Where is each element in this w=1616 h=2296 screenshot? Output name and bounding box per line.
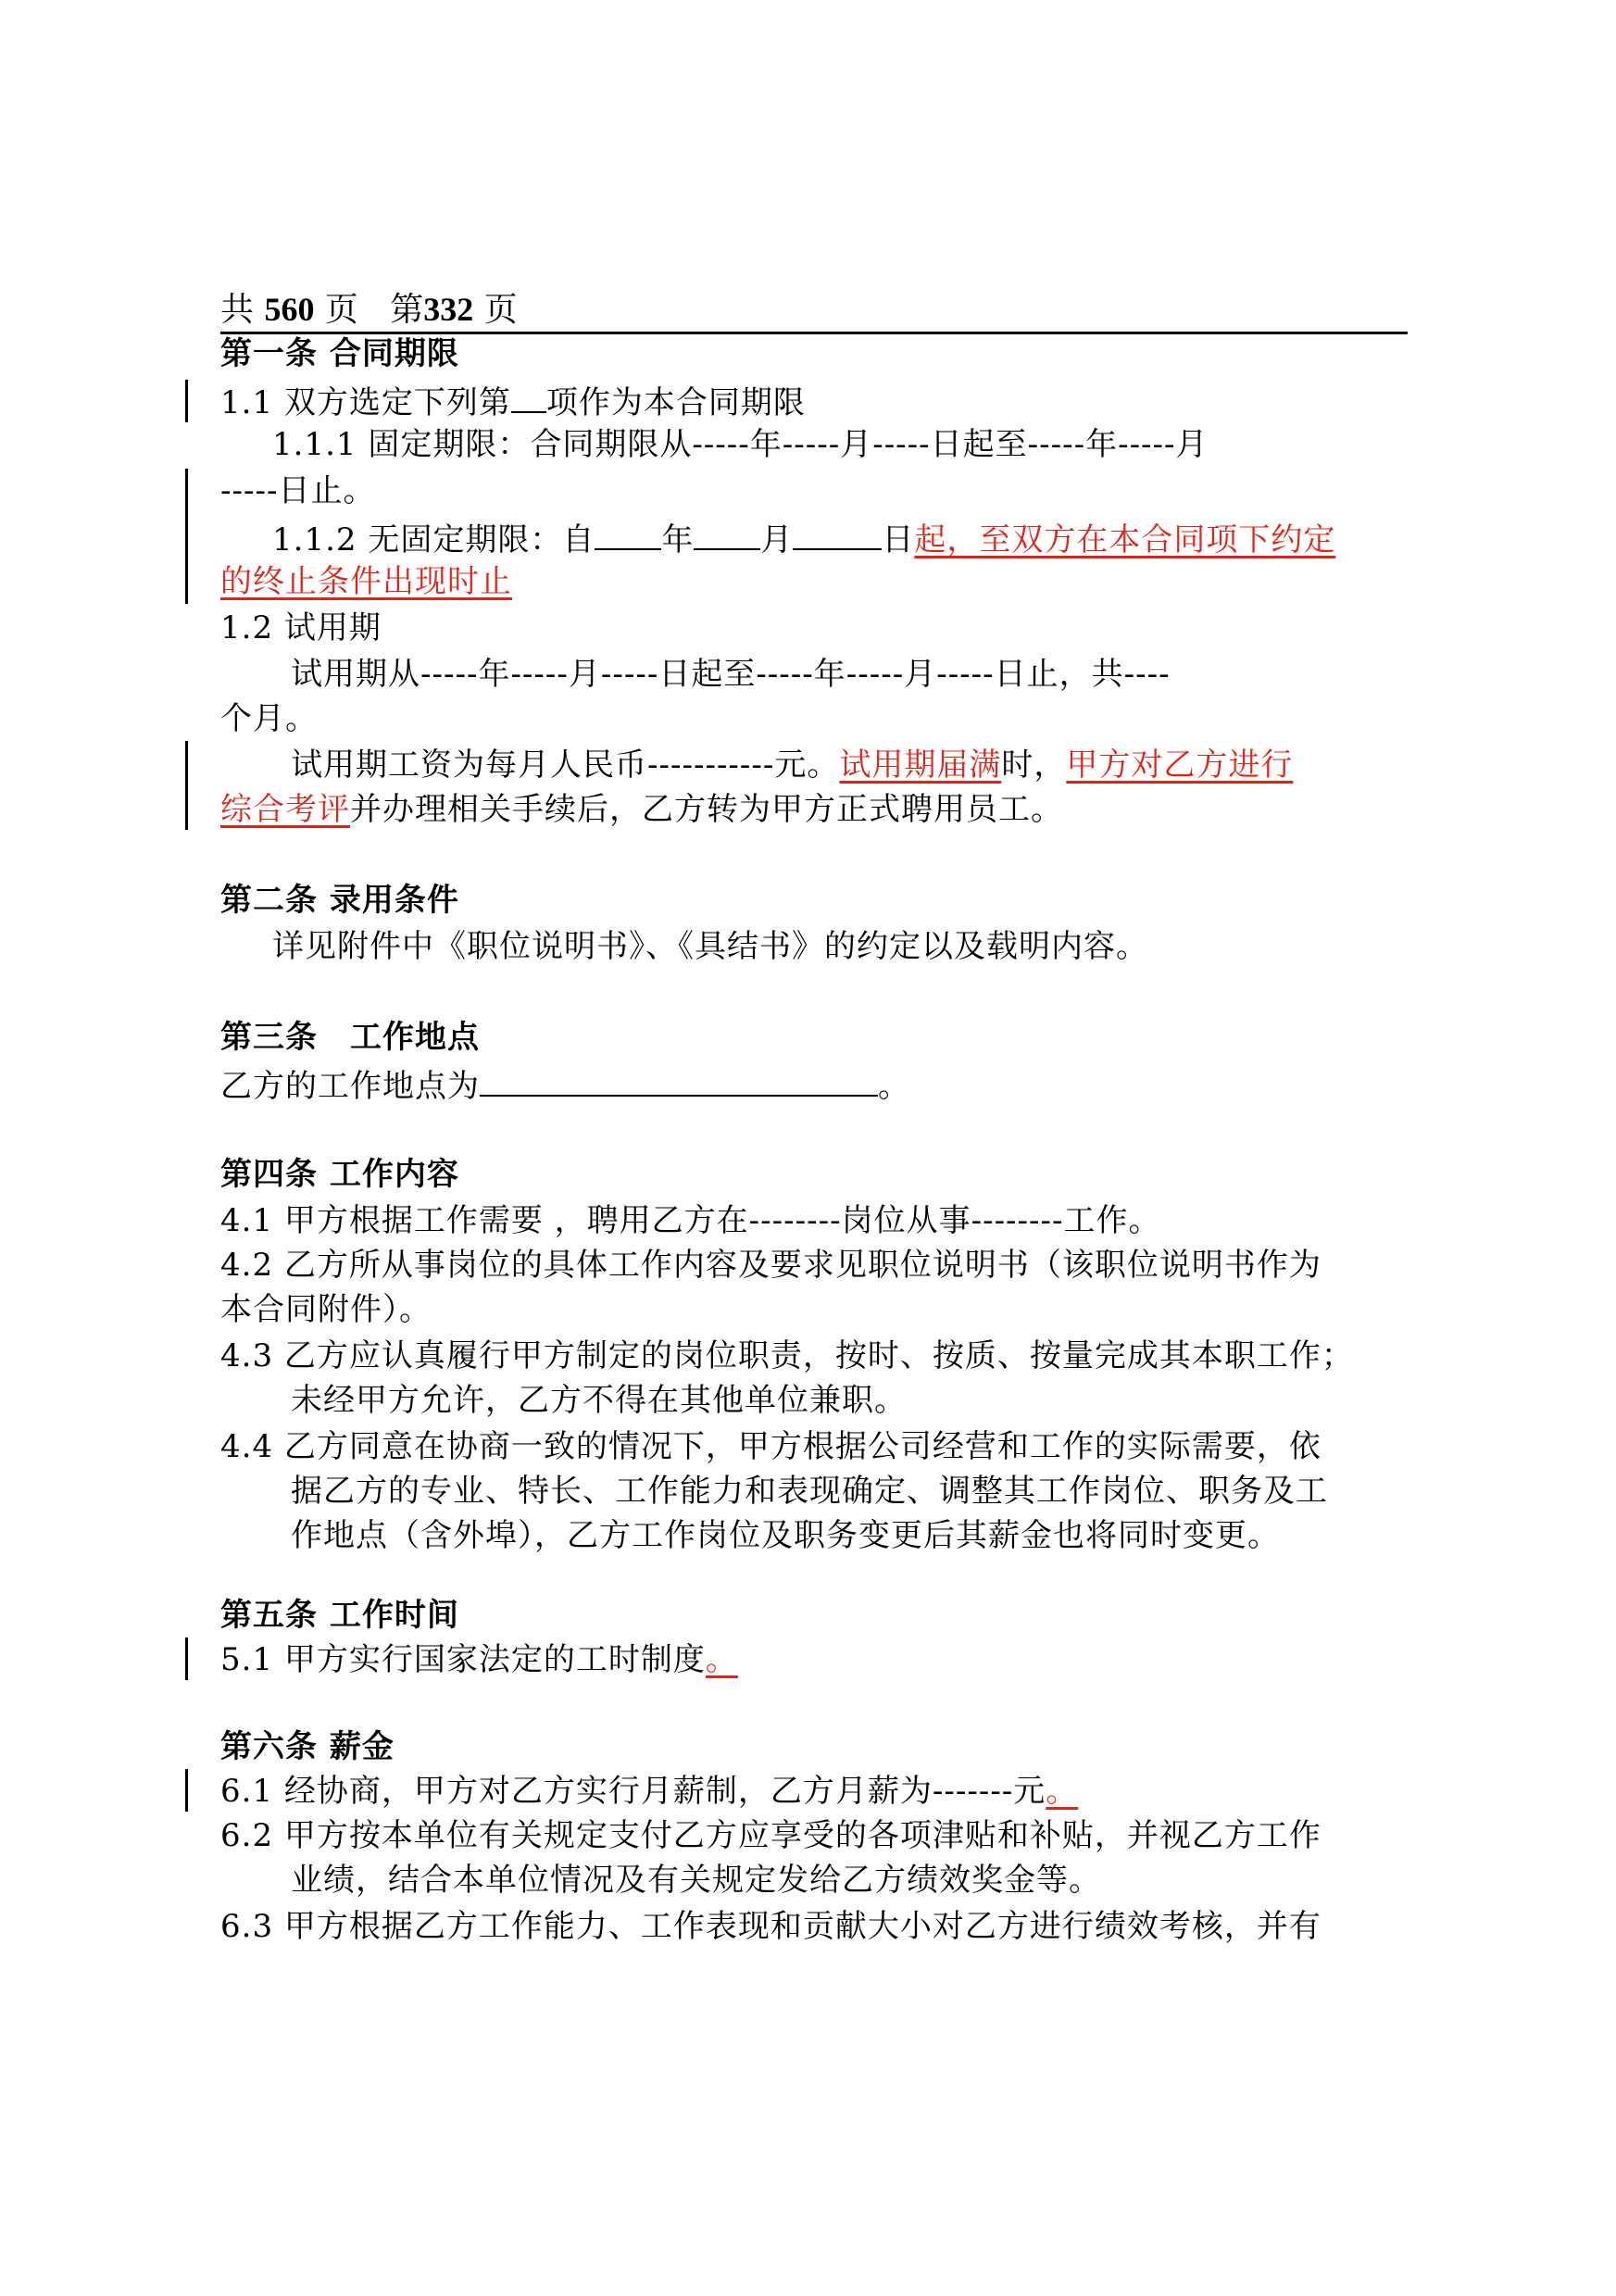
- text: 时，: [1001, 747, 1067, 784]
- revised-text: 甲方对乙方进行: [1066, 747, 1294, 784]
- text: 项作为本合同期限: [545, 384, 806, 421]
- article-1-line-3: -----日止。: [220, 472, 376, 509]
- article-2-line-1: 详见附件中《职位说明书》、《具结书》的约定以及载明内容。: [272, 928, 1148, 965]
- text: 。: [878, 1068, 910, 1105]
- article-2-heading: 第二条 录用条件: [220, 882, 459, 919]
- revised-text: 起，至双方在本合同项下约定: [914, 521, 1336, 558]
- blank-field: [511, 378, 546, 413]
- article-1-heading: 第一条 合同期限: [220, 335, 459, 372]
- text: 6.1 经协商，甲方对乙方实行月薪制，乙方月薪为-------元: [220, 1773, 1046, 1810]
- revised-text: 。: [1046, 1773, 1079, 1810]
- article-1-line-4: [220, 515, 1408, 559]
- workplace-blank: [480, 1061, 878, 1097]
- article-4-line-2: 4.2 乙方所从事岗位的具体工作内容及要求见职位说明书（该职位说明书作为: [220, 1247, 1322, 1284]
- text: 并办理相关手续后，乙方转为甲方正式聘用员工。: [350, 791, 1063, 828]
- article-6-line-3: 业绩，结合本单位情况及有关规定发给乙方绩效奖金等。: [291, 1862, 1101, 1899]
- header-total-pages: 560: [264, 291, 315, 328]
- article-1-line-10: [220, 787, 1408, 832]
- header-total-prefix: 共: [220, 291, 255, 329]
- header-page-suffix: 页: [483, 291, 518, 329]
- article-4-line-4: 4.3 乙方应认真履行甲方制定的岗位职责，按时、按质、按量完成其本职工作；: [220, 1337, 1354, 1374]
- article-4-heading: 第四条 工作内容: [220, 1156, 459, 1193]
- revision-bar: [185, 1637, 188, 1680]
- revised-text: 综合考评: [220, 791, 350, 828]
- blank-field: [694, 515, 760, 550]
- page-header: [220, 285, 1408, 334]
- article-1-line-8: 个月。: [220, 700, 318, 737]
- article-4-line-6: 4.4 乙方同意在协商一致的情况下，甲方根据公司经营和工作的实际需要，依: [220, 1428, 1322, 1465]
- article-3-line-1: [220, 1061, 1408, 1106]
- header-page-number: 332: [423, 291, 474, 328]
- revised-text: 的终止条件出现时止: [220, 563, 512, 600]
- revision-bar: [185, 1769, 188, 1812]
- article-5-heading: 第五条 工作时间: [220, 1597, 459, 1634]
- article-1-line-6: 1.2 试用期: [220, 609, 382, 646]
- article-1-line-9: [220, 743, 1408, 787]
- revision-bar: [185, 741, 188, 830]
- article-4-line-5: 未经甲方允许，乙方不得在其他单位兼职。: [291, 1382, 907, 1419]
- text: 1.1.2 无固定期限：自: [272, 521, 595, 558]
- blank-field: [793, 515, 882, 550]
- text: 月: [760, 521, 794, 558]
- article-1-line-5: [220, 559, 1408, 604]
- article-6-line-1: [220, 1769, 1408, 1813]
- article-1-line-1: [220, 378, 1408, 422]
- revised-text: 。: [705, 1641, 738, 1678]
- article-1-line-2: 1.1.1 固定期限：合同期限从-----年-----月-----日起至-----年-----月: [272, 426, 1209, 463]
- text: 试用期工资为每月人民币-----------元。: [291, 747, 840, 784]
- text: 年: [661, 521, 695, 558]
- revision-bar: [185, 469, 188, 604]
- article-4-line-1: 4.1 甲方根据工作需要 ，聘用乙方在--------岗位从事--------工作。: [220, 1202, 1161, 1239]
- article-4-line-7: 据乙方的专业、特长、工作能力和表现确定、调整其工作岗位、职务及工: [291, 1473, 1328, 1510]
- header-total-suffix: 页: [324, 291, 358, 329]
- article-3-heading: 第三条 工作地点: [220, 1019, 480, 1056]
- text: 5.1 甲方实行国家法定的工时制度: [220, 1641, 706, 1678]
- text: 日: [882, 521, 915, 558]
- article-4-line-8: 作地点（含外埠），乙方工作岗位及职务变更后其薪金也将同时变更。: [291, 1517, 1280, 1554]
- revision-bar: [185, 380, 188, 422]
- header-page-prefix: 第: [390, 291, 424, 329]
- blank-field: [595, 515, 661, 550]
- text: 1.1 双方选定下列第: [220, 384, 511, 421]
- revised-text: 试用期届满: [839, 747, 1002, 784]
- article-1-line-7: 试用期从-----年-----月-----日起至-----年-----月-----日止，共----: [291, 656, 1171, 693]
- article-6-line-4: 6.3 甲方根据乙方工作能力、工作表现和贡献大小对乙方进行绩效考核，并有: [220, 1908, 1322, 1945]
- article-6-heading: 第六条 薪金: [220, 1728, 395, 1765]
- article-6-line-2: 6.2 甲方按本单位有关规定支付乙方应享受的各项津贴和补贴，并视乙方工作: [220, 1817, 1322, 1854]
- article-5-line-1: [220, 1637, 1408, 1682]
- article-4-line-3: 本合同附件）。: [220, 1291, 432, 1328]
- text: 乙方的工作地点为: [220, 1068, 480, 1105]
